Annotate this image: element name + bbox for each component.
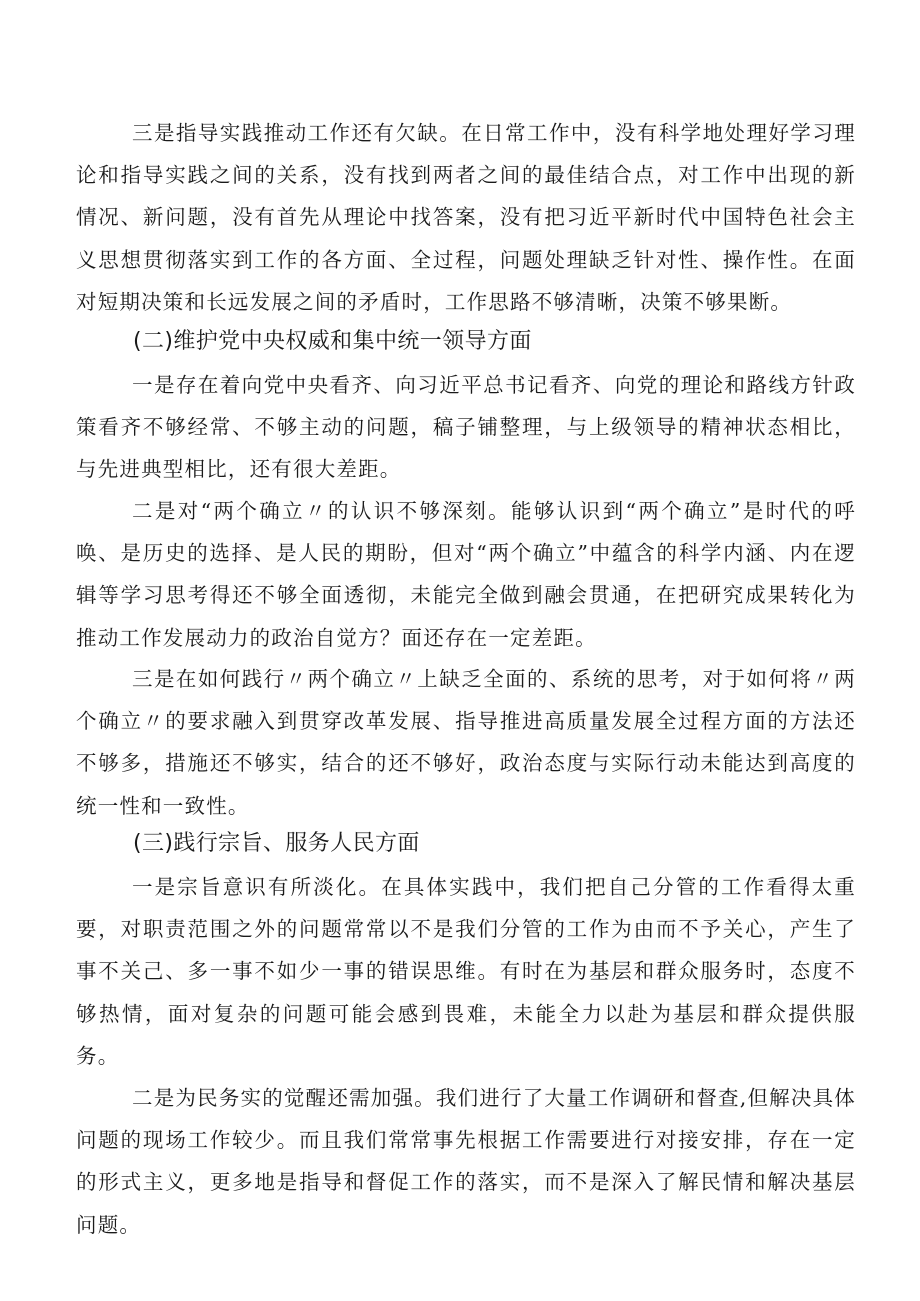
paragraph-two-establishments-practice: 三是在如何践行〃两个确立〃上缺乏全面的、系统的思考，对于如何将〃两个确立〃的要求融入到贯穿改革发展、指导推进高质量发展全过程方面的方法还不够多，措施还不够实，结合的还不够好，政治态度与实际行动未能达到高度的统一性和一致性。 [76,667,856,818]
section-heading-serve-people: (三)践行宗旨、服务人民方面 [133,831,420,856]
paragraph-two-establishments-understanding: 二是对“两个确立〃的认识不够深刻。能够认识到“两个确立”是时代的呼唤、是历史的选择、是人民的期盼，但对“两个确立”中蕴含的科学内涵、内在逻辑等学习思考得还不够全面透彻，未能完全做到融会贯通，在把研究成果转化为推动工作发展动力的政治自觉方？面还存在一定差距。 [76,499,856,650]
paragraph-pragmatic-awareness: 二是为民务实的觉醒还需加强。我们进行了大量工作调研和督查,但解决具体问题的现场工作较少。而且我们常常事先根据工作需要进行对接安排，存在一定的形式主义，更多地是指导和督促工作的落实，而不是深入了解民情和解决基层问题。 [76,1086,856,1237]
paragraph-purpose-awareness: 一是宗旨意识有所淡化。在具体实践中，我们把自己分管的工作看得太重要，对职责范围之外的问题常常以不是我们分管的工作为由而不予关心，产生了事不关己、多一事不如少一事的错误思维。有时在为基层和群众服务时，态度不够热情，面对复杂的问题可能会感到畏难，未能全力以赴为基层和群众提供服务。 [76,875,856,1068]
paragraph-guidance-practice: 三是指导实践推动工作还有欠缺。在日常工作中，没有科学地处理好学习理论和指导实践之间的关系，没有找到两者之间的最佳结合点，对工作中出现的新情况、新问题，没有首先从理论中找答案，没有把习近平新时代中国特色社会主义思想贯彻落实到工作的各方面、全过程，问题处理缺乏针对性、操作性。在面对短期决策和长远发展之间的矛盾时，工作思路不够清晰，决策不够果断。 [76,121,856,314]
paragraph-align-central: 一是存在着向党中央看齐、向习近平总书记看齐、向党的理论和路线方针政策看齐不够经常、不够主动的问题，稿子铺整理，与上级领导的精神状态相比，与先进典型相比，还有很大差距。 [76,373,856,482]
section-heading-party-authority: (二)维护党中央权威和集中统一领导方面 [133,329,532,354]
